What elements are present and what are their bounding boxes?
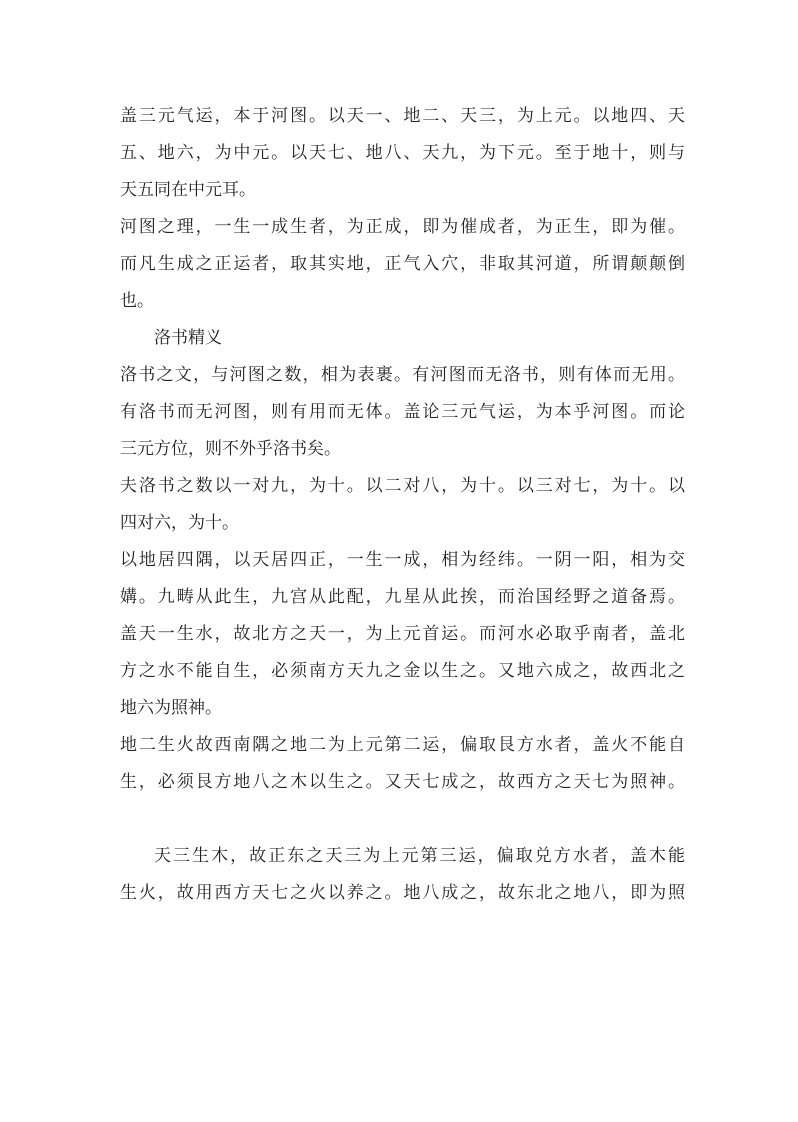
text-line: 方之水不能自生，必须南方天九之金以生之。又地六成之，故西北之 (120, 661, 685, 681)
text-line: 盖三元气运，本于河图。以天一、地二、天三，为上元。以地四、天 (120, 106, 685, 126)
paragraph-hetu (120, 209, 685, 320)
text-line: 而凡生成之正运者，取其实地，正气入穴，非取其河道，所谓颠颠倒 (120, 254, 685, 274)
paragraph-tiansan (120, 838, 685, 912)
text-line: 媾。九畴从此生，九宫从此配，九星从此挨，而治国经野之道备焉。 (120, 587, 685, 607)
text-line: 洛书之文，与河图之数，相为表裹。有河图而无洛书，则有体而无用。 (120, 365, 685, 385)
text-line: 以地居四隅，以天居四正，一生一成，相为经纬。一阴一阳，相为交 (120, 550, 685, 570)
text-line: 生，必须艮方地八之木以生之。又天七成之，故西方之天七为照神。 (120, 772, 685, 792)
text-line: 盖天一生水，故北方之天一，为上元首运。而河水必取乎南者，盖北 (120, 624, 685, 644)
document-body (120, 98, 685, 912)
text-line: 天三生木，故正东之天三为上元第三运，偏取兑方水者，盖木能 (154, 846, 685, 866)
text-line: 五、地六，为中元。以天七、地八、天九，为下元。至于地十，则与 (120, 143, 685, 163)
text-line: 天五同在中元耳。 (120, 180, 256, 200)
text-line: 河图之理，一生一成生者，为正成，即为催成者，为正生，即为催。 (120, 217, 685, 237)
text-line: 地六为照神。 (120, 698, 222, 718)
text-line: 地二生火故西南隅之地二为上元第二运，偏取艮方水者，盖火不能自 (120, 735, 685, 755)
text-line: 三元方位，则不外乎洛书矣。 (120, 439, 341, 459)
text-line: 有洛书而无河图，则有用而无体。盖论三元气运，为本乎河图。而论 (120, 402, 685, 422)
paragraph-numbers (120, 468, 685, 542)
text-line: 也。 (120, 291, 154, 311)
text-line: 四对六，为十。 (120, 513, 239, 533)
paragraph-luoshu (120, 357, 685, 468)
paragraph-sizheng (120, 542, 685, 727)
paragraph-dier (120, 727, 685, 801)
paragraph-gap (120, 801, 685, 838)
section-heading: 洛书精义 (154, 328, 222, 348)
paragraph-sanyuan (120, 98, 685, 209)
text-line: 夫洛书之数以一对九，为十。以二对八，为十。以三对七，为十。以 (120, 476, 685, 496)
text-line: 生火，故用西方天七之火以养之。地八成之，故东北之地八，即为照 (120, 883, 685, 903)
